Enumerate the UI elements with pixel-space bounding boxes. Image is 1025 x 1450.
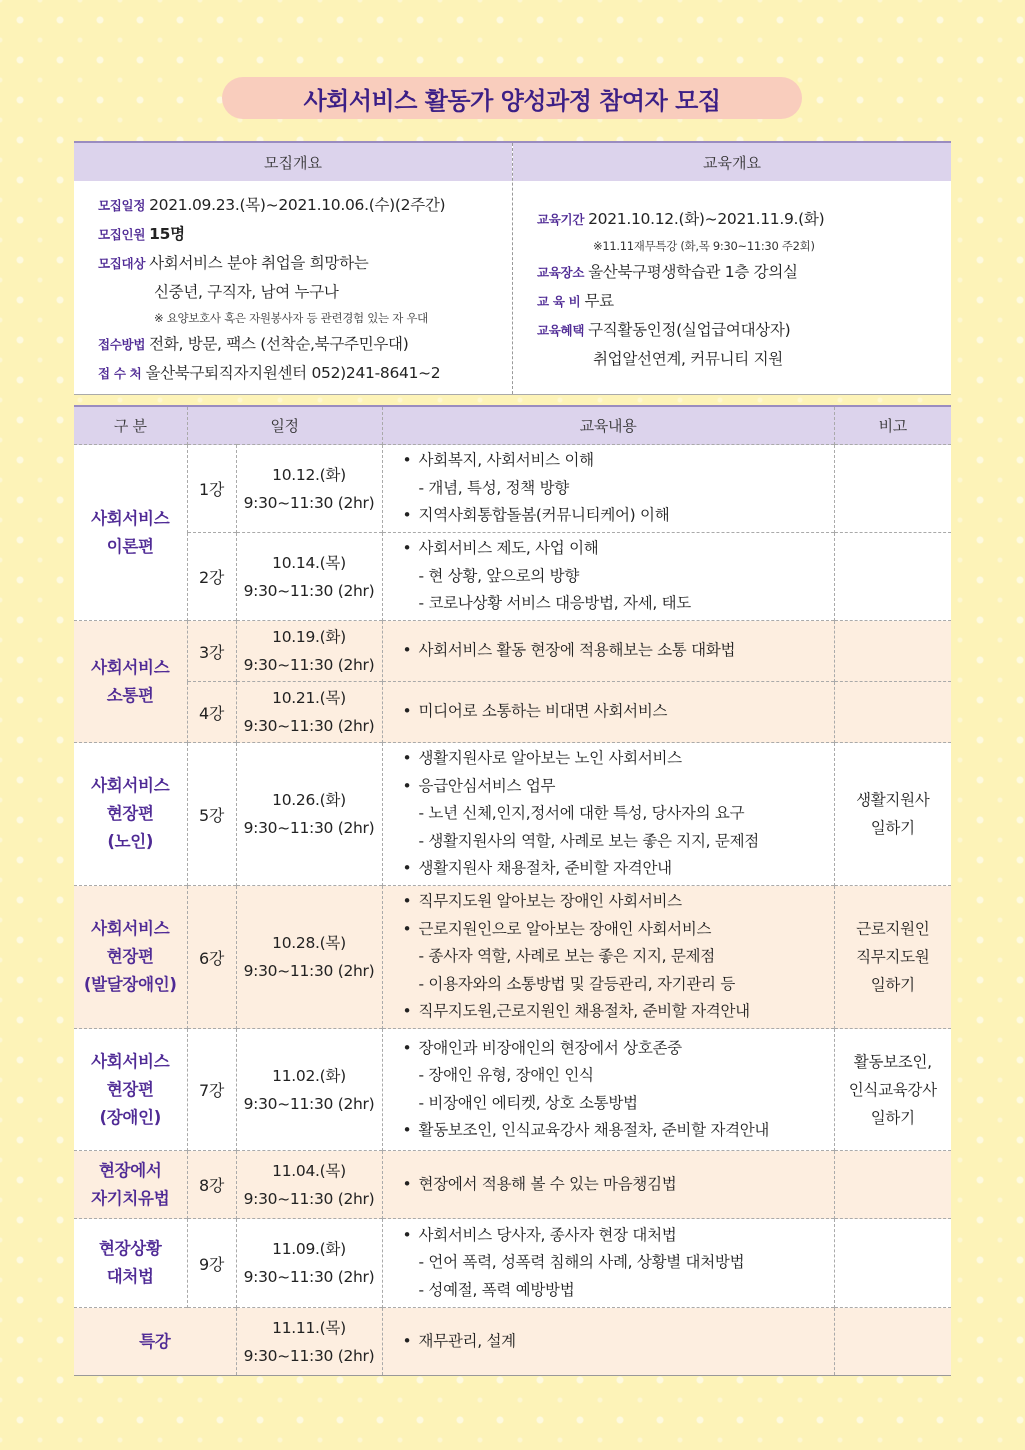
content-bullet-item: • 사회서비스 활동 현장에 적용해보는 소통 대화법 bbox=[403, 637, 834, 665]
date-cell: 11.11.(목) 9:30~11:30 (2hr) bbox=[236, 1308, 382, 1376]
lecture-cell: 2강 bbox=[187, 533, 236, 621]
content-sub-item: - 현 상황, 앞으로의 방향 bbox=[418, 566, 580, 585]
content-cell bbox=[382, 682, 834, 743]
content-cell bbox=[382, 621, 834, 682]
category-cell: 현장상황 대처법 bbox=[74, 1219, 187, 1308]
category-cell: 사회서비스 이론편 bbox=[74, 445, 187, 621]
page-title: 사회서비스 활동가 양성과정 참여자 모집 bbox=[222, 77, 802, 119]
note-cell: 활동보조인, 인식교육강사 일하기 bbox=[834, 1029, 951, 1151]
overview-panel bbox=[74, 141, 951, 395]
content-cell bbox=[382, 1029, 834, 1151]
content-bullet-item: • 생활지원사로 알아보는 노인 사회서비스 bbox=[403, 745, 834, 773]
recruit-method bbox=[98, 330, 508, 359]
note-cell bbox=[834, 1308, 951, 1376]
education-header: 교육개요 bbox=[513, 143, 951, 181]
header-category: 구 분 bbox=[74, 406, 187, 445]
recruit-header: 모집개요 bbox=[74, 143, 512, 181]
content-bullet-item: • 현장에서 적용해 볼 수 있는 마음챙김법 bbox=[403, 1171, 834, 1199]
note-cell bbox=[834, 445, 951, 533]
recruit-target-label: 모집대상 bbox=[98, 256, 146, 271]
date-cell: 10.14.(목) 9:30~11:30 (2hr) bbox=[236, 533, 382, 621]
recruit-target-note: ※ 요양보호사 혹은 자원봉사자 등 관련경험 있는 자 우대 bbox=[154, 311, 428, 325]
content-cell bbox=[382, 445, 834, 533]
category-cell: 사회서비스 현장편 (장애인) bbox=[74, 1029, 187, 1151]
content-sub-item: - 언어 폭력, 성폭력 침해의 사례, 상황별 대처방법 bbox=[418, 1253, 745, 1272]
recruit-schedule-value: 2021.09.23.(목)~2021.10.06.(수)(2주간) bbox=[149, 196, 446, 214]
recruit-schedule bbox=[98, 191, 508, 220]
lecture-cell: 1강 bbox=[187, 445, 236, 533]
category-cell: 현장에서 자기치유법 bbox=[74, 1151, 187, 1219]
content-sub-item: - 종사자 역할, 사례로 보는 좋은 지지, 문제점 bbox=[418, 947, 715, 966]
table-row bbox=[74, 1029, 951, 1151]
date-cell: 10.19.(화) 9:30~11:30 (2hr) bbox=[236, 621, 382, 682]
table-row bbox=[74, 1219, 951, 1308]
date-cell: 11.02.(화) 9:30~11:30 (2hr) bbox=[236, 1029, 382, 1151]
education-benefit bbox=[537, 316, 947, 345]
header-note: 비고 bbox=[834, 406, 951, 445]
content-bullet-item: • 장애인과 비장애인의 현장에서 상호존중 bbox=[403, 1035, 834, 1063]
recruit-count-value: 15명 bbox=[149, 225, 185, 243]
education-fee-label: 교 육 비 bbox=[537, 294, 581, 309]
content-sub-item: - 비장애인 에티켓, 상호 소통방법 bbox=[418, 1093, 638, 1112]
header-schedule: 일정 bbox=[187, 406, 382, 445]
content-bullet-item: • 활동보조인, 인식교육강사 채용절차, 준비할 자격안내 bbox=[403, 1117, 834, 1145]
category-cell: 사회서비스 소통편 bbox=[74, 621, 187, 743]
date-cell: 11.09.(화) 9:30~11:30 (2hr) bbox=[236, 1219, 382, 1308]
table-row bbox=[74, 621, 951, 682]
lecture-cell: 6강 bbox=[187, 886, 236, 1029]
education-venue-label: 교육장소 bbox=[537, 265, 585, 280]
content-bullet-item: • 사회서비스 제도, 사업 이해 bbox=[403, 535, 834, 563]
recruit-target-line2: 신중년, 구직자, 남여 누구나 bbox=[154, 283, 339, 301]
table-row bbox=[74, 445, 951, 533]
content-cell bbox=[382, 743, 834, 886]
content-sub-item: - 장애인 유형, 장애인 인식 bbox=[418, 1066, 594, 1084]
recruit-place bbox=[98, 359, 508, 388]
content-cell bbox=[382, 1219, 834, 1308]
recruit-place-value: 울산북구퇴직자지원센터 052)241-8641~2 bbox=[145, 364, 441, 382]
table-row bbox=[74, 1151, 951, 1219]
content-bullet-item: • 직무지도원 알아보는 장애인 사회서비스 bbox=[403, 888, 834, 916]
note-cell bbox=[834, 621, 951, 682]
education-benefit-line1: 구직활동인정(실업급여대상자) bbox=[588, 321, 791, 339]
table-row bbox=[74, 533, 951, 621]
recruit-count bbox=[98, 220, 508, 249]
content-bullet-item: • 근로지원인으로 알아보는 장애인 사회서비스 bbox=[403, 916, 834, 944]
category-cell: 사회서비스 현장편 (발달장애인) bbox=[74, 886, 187, 1029]
content-sub-item: - 개념, 특성, 정책 방향 bbox=[418, 478, 569, 497]
lecture-cell: 9강 bbox=[187, 1219, 236, 1308]
content-sub-item: - 성예절, 폭력 예방방법 bbox=[418, 1280, 575, 1299]
education-period-value: 2021.10.12.(화)~2021.11.9.(화) bbox=[588, 210, 825, 228]
education-period bbox=[537, 205, 947, 234]
recruit-schedule-label: 모집일정 bbox=[98, 198, 146, 213]
content-sub-item: - 이용자와의 소통방법 및 갈등관리, 자기관리 등 bbox=[418, 974, 735, 993]
content-sub-item: - 코로나상황 서비스 대응방법, 자세, 태도 bbox=[418, 594, 691, 613]
recruit-count-label: 모집인원 bbox=[98, 227, 146, 242]
category-cell: 특강 bbox=[74, 1308, 236, 1376]
education-venue bbox=[537, 258, 947, 287]
schedule-header-row bbox=[74, 406, 951, 445]
table-row bbox=[74, 743, 951, 886]
note-cell bbox=[834, 1219, 951, 1308]
education-benefit-line2: 취업알선연계, 커뮤니티 지원 bbox=[593, 350, 783, 368]
education-fee-value: 무료 bbox=[584, 292, 614, 310]
date-cell: 10.21.(목) 9:30~11:30 (2hr) bbox=[236, 682, 382, 743]
content-cell bbox=[382, 533, 834, 621]
content-bullet-item: • 직무지도원,근로지원인 채용절차, 준비할 자격안내 bbox=[403, 998, 834, 1026]
education-period-label: 교육기간 bbox=[537, 212, 585, 227]
overview-divider bbox=[512, 143, 513, 394]
content-bullet-item: • 사회복지, 사회서비스 이해 bbox=[403, 447, 834, 475]
date-cell: 11.04.(목) 9:30~11:30 (2hr) bbox=[236, 1151, 382, 1219]
table-row bbox=[74, 886, 951, 1029]
lecture-cell: 7강 bbox=[187, 1029, 236, 1151]
content-sub-item: - 생활지원사의 역할, 사례로 보는 좋은 지지, 문제점 bbox=[418, 831, 759, 850]
recruit-target bbox=[98, 249, 508, 278]
note-cell bbox=[834, 1151, 951, 1219]
recruit-details bbox=[98, 191, 508, 388]
table-row bbox=[74, 682, 951, 743]
content-cell bbox=[382, 1308, 834, 1376]
lecture-cell: 4강 bbox=[187, 682, 236, 743]
note-cell: 근로지원인 직무지도원 일하기 bbox=[834, 886, 951, 1029]
education-benefit-label: 교육혜택 bbox=[537, 323, 585, 338]
recruit-target-line1: 사회서비스 분야 취업을 희망하는 bbox=[149, 254, 369, 272]
education-fee bbox=[537, 287, 947, 316]
education-venue-value: 울산북구평생학습관 1층 강의실 bbox=[588, 263, 798, 281]
date-cell: 10.26.(화) 9:30~11:30 (2hr) bbox=[236, 743, 382, 886]
content-sub-item: - 노년 신체,인지,정서에 대한 특성, 당사자의 요구 bbox=[418, 804, 745, 823]
note-cell bbox=[834, 533, 951, 621]
category-cell: 사회서비스 현장편 (노인) bbox=[74, 743, 187, 886]
content-bullet-item: • 사회서비스 당사자, 종사자 현장 대처법 bbox=[403, 1222, 834, 1250]
date-cell: 10.28.(목) 9:30~11:30 (2hr) bbox=[236, 886, 382, 1029]
schedule-table bbox=[74, 405, 951, 1376]
content-bullet-item: • 재무관리, 설계 bbox=[403, 1328, 834, 1356]
date-cell: 10.12.(화) 9:30~11:30 (2hr) bbox=[236, 445, 382, 533]
recruit-method-label: 접수방법 bbox=[98, 337, 146, 352]
lecture-cell: 8강 bbox=[187, 1151, 236, 1219]
content-bullet-item: • 미디어로 소통하는 비대면 사회서비스 bbox=[403, 698, 834, 726]
content-bullet-item: • 생활지원사 채용절차, 준비할 자격안내 bbox=[403, 855, 834, 883]
note-cell: 생활지원사 일하기 bbox=[834, 743, 951, 886]
table-row bbox=[74, 1308, 951, 1376]
content-cell bbox=[382, 1151, 834, 1219]
note-cell bbox=[834, 682, 951, 743]
header-content: 교육내용 bbox=[382, 406, 834, 445]
content-bullet-item: • 응급안심서비스 업무 bbox=[403, 773, 834, 801]
lecture-cell: 3강 bbox=[187, 621, 236, 682]
recruit-place-label: 접 수 처 bbox=[98, 366, 142, 381]
recruit-method-value: 전화, 방문, 팩스 (선착순,북구주민우대) bbox=[149, 335, 409, 353]
lecture-cell: 5강 bbox=[187, 743, 236, 886]
education-period-note: ※11.11재무특강 (화,목 9:30~11:30 주2회) bbox=[593, 239, 815, 253]
content-bullet-item: • 지역사회통합돌봄(커뮤니티케어) 이해 bbox=[403, 502, 834, 530]
education-details bbox=[537, 205, 947, 373]
content-cell bbox=[382, 886, 834, 1029]
